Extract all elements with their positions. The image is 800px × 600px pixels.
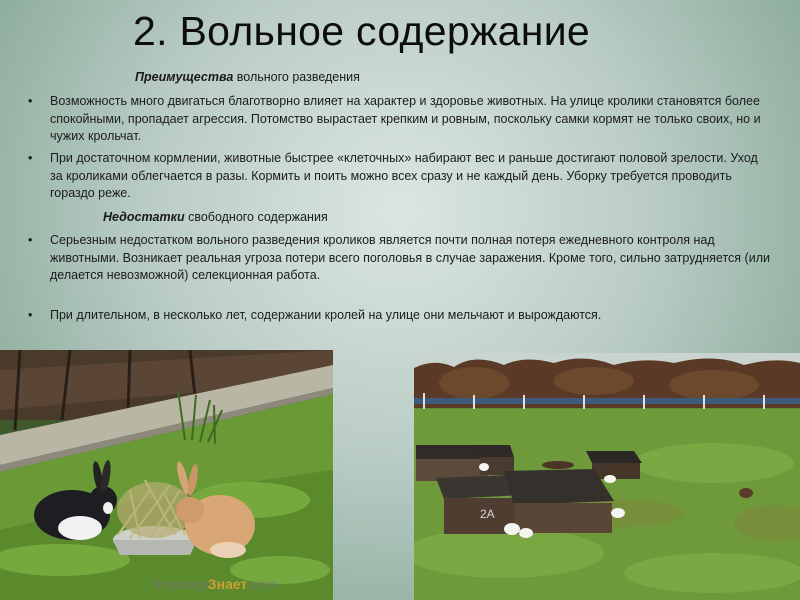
- bullet-icon: •: [28, 151, 33, 165]
- watermark: ФермерЗнает.com: [153, 576, 279, 592]
- page-title: 2. Вольное содержание: [133, 8, 591, 54]
- rabbits-photo: [0, 350, 333, 600]
- list-item: • Серьезным недостатком вольного разведения кроликов является почти полная потеря ежедневного контроля над животными. Возникает реальная угроза потери всего поголовья в случае заражения. Кроме того, сильно затрудняется (или делается невозможной) селекционная работа.: [28, 233, 770, 282]
- hutches-photo: [414, 353, 800, 600]
- hutch-label: 2A: [480, 507, 495, 521]
- bullet-icon: •: [28, 94, 33, 108]
- bullet-icon: •: [28, 308, 33, 322]
- list-item: • При достаточном кормлении, животные быстрее «клеточных» набирают вес и раньше достигают половой зрелости. Уход за кроликами облегчается в разы. Кормить и поить можно всех сразу и не каждый день. Уборку требуется проводить гораздо реже.: [28, 151, 758, 200]
- bullet-icon: •: [28, 233, 33, 247]
- disadvantages-heading: Недостатки свободного содержания: [103, 210, 328, 224]
- advantages-heading: Преимущества вольного разведения: [135, 70, 360, 84]
- list-item: • Возможность много двигаться благотворно влияет на характер и здоровье животных. На улице кролики становятся более спокойными, пропадает агрессия. Потомство вырастает крепким и ровным, поскольку самки кормят не только своих, но и чужих крольчат.: [28, 94, 761, 143]
- list-item: • При длительном, в несколько лет, содержании кролей на улице они мельчают и вырождаются.: [28, 307, 773, 325]
